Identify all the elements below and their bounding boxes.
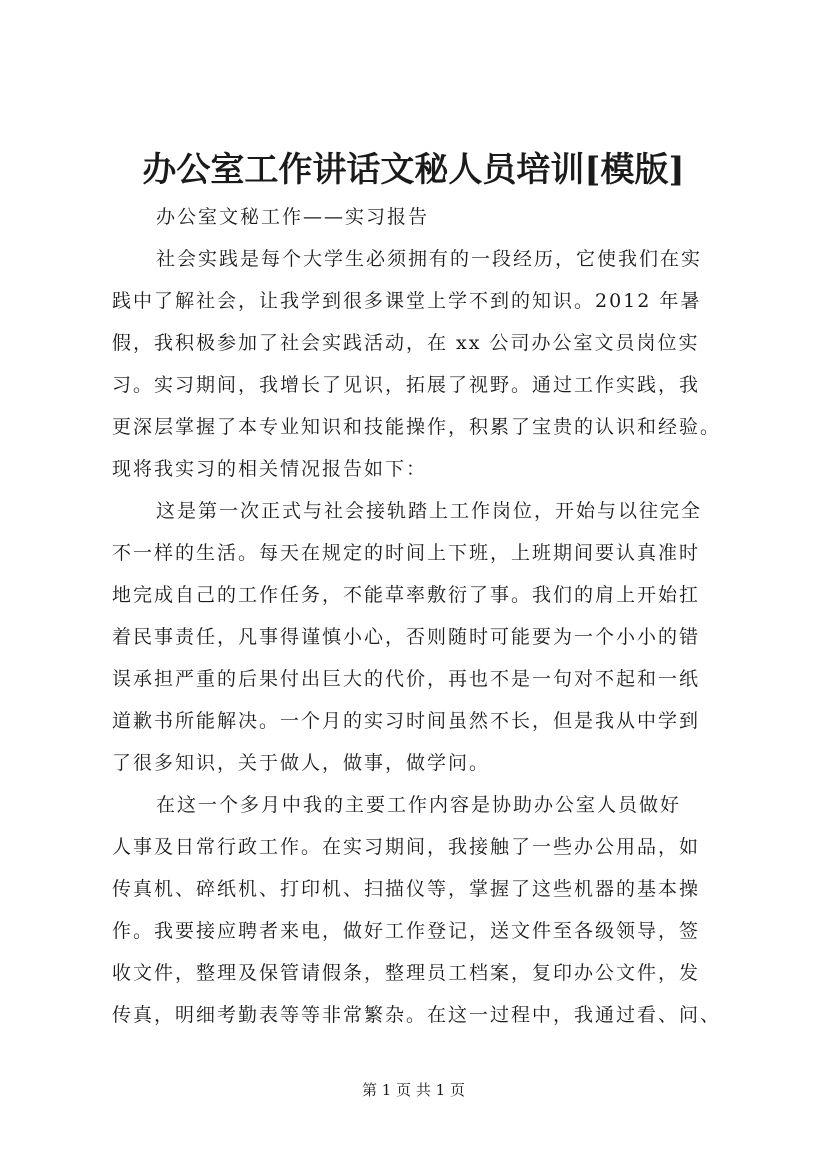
document-body <box>112 196 732 1036</box>
subtitle-line: 办公室文秘工作——实习报告 <box>156 206 430 228</box>
paragraph-line: 人事及日常行政工作。在实习期间，我接触了一些办公用品，如 <box>112 836 701 858</box>
paragraph-line: 作。我要接应聘者来电，做好工作登记，送文件至各级领导，签 <box>112 920 701 942</box>
page-number-footer: 第 1 页 共 1 页 <box>362 1081 465 1099</box>
paragraph-line: 习。实习期间，我增长了见识，拓展了视野。通过工作实践，我 <box>112 374 701 396</box>
paragraph-line: 假，我积极参加了社会实践活动，在 xx 公司办公室文员岗位实 <box>112 332 700 354</box>
paragraph-line: 收文件，整理及保管请假条，整理员工档案，复印办公文件，发 <box>112 962 701 984</box>
paragraph-line: 社会实践是每个大学生必须拥有的一段经历，它使我们在实 <box>156 248 703 270</box>
paragraph-line: 误承担严重的后果付出巨大的代价，再也不是一句对不起和一纸 <box>112 668 701 690</box>
paragraph-line: 地完成自己的工作任务，不能草率敷衍了事。我们的肩上开始扛 <box>112 584 701 606</box>
document-title: 办公室工作讲话文秘人员培训[模版] <box>142 150 685 190</box>
paragraph-line: 传真机、碎纸机、打印机、扫描仪等，掌握了这些机器的基本操 <box>112 878 701 900</box>
paragraph-line: 道歉书所能解决。一个月的实习时间虽然不长，但是我从中学到 <box>112 710 701 732</box>
paragraph-line: 着民事责任，凡事得谨慎小心，否则随时可能要为一个小小的错 <box>112 626 701 648</box>
paragraph-line: 了很多知识，关于做人，做事，做学问。 <box>112 752 491 774</box>
paragraph-line: 这是第一次正式与社会接轨踏上工作岗位，开始与以往完全 <box>156 500 703 522</box>
paragraph-line: 现将我实习的相关情况报告如下： <box>112 458 428 480</box>
paragraph-line: 践中了解社会，让我学到很多课堂上学不到的知识。2012 年暑 <box>112 290 702 312</box>
paragraph-line: 更深层掌握了本专业知识和技能操作，积累了宝贵的认识和经验。 <box>112 416 722 438</box>
paragraph-line: 传真，明细考勤表等等非常繁杂。在这一过程中，我通过看、问、 <box>112 1004 722 1026</box>
paragraph-line: 在这一个多月中我的主要工作内容是协助办公室人员做好 <box>156 794 682 816</box>
paragraph-line: 不一样的生活。每天在规定的时间上下班，上班期间要认真准时 <box>112 542 701 564</box>
